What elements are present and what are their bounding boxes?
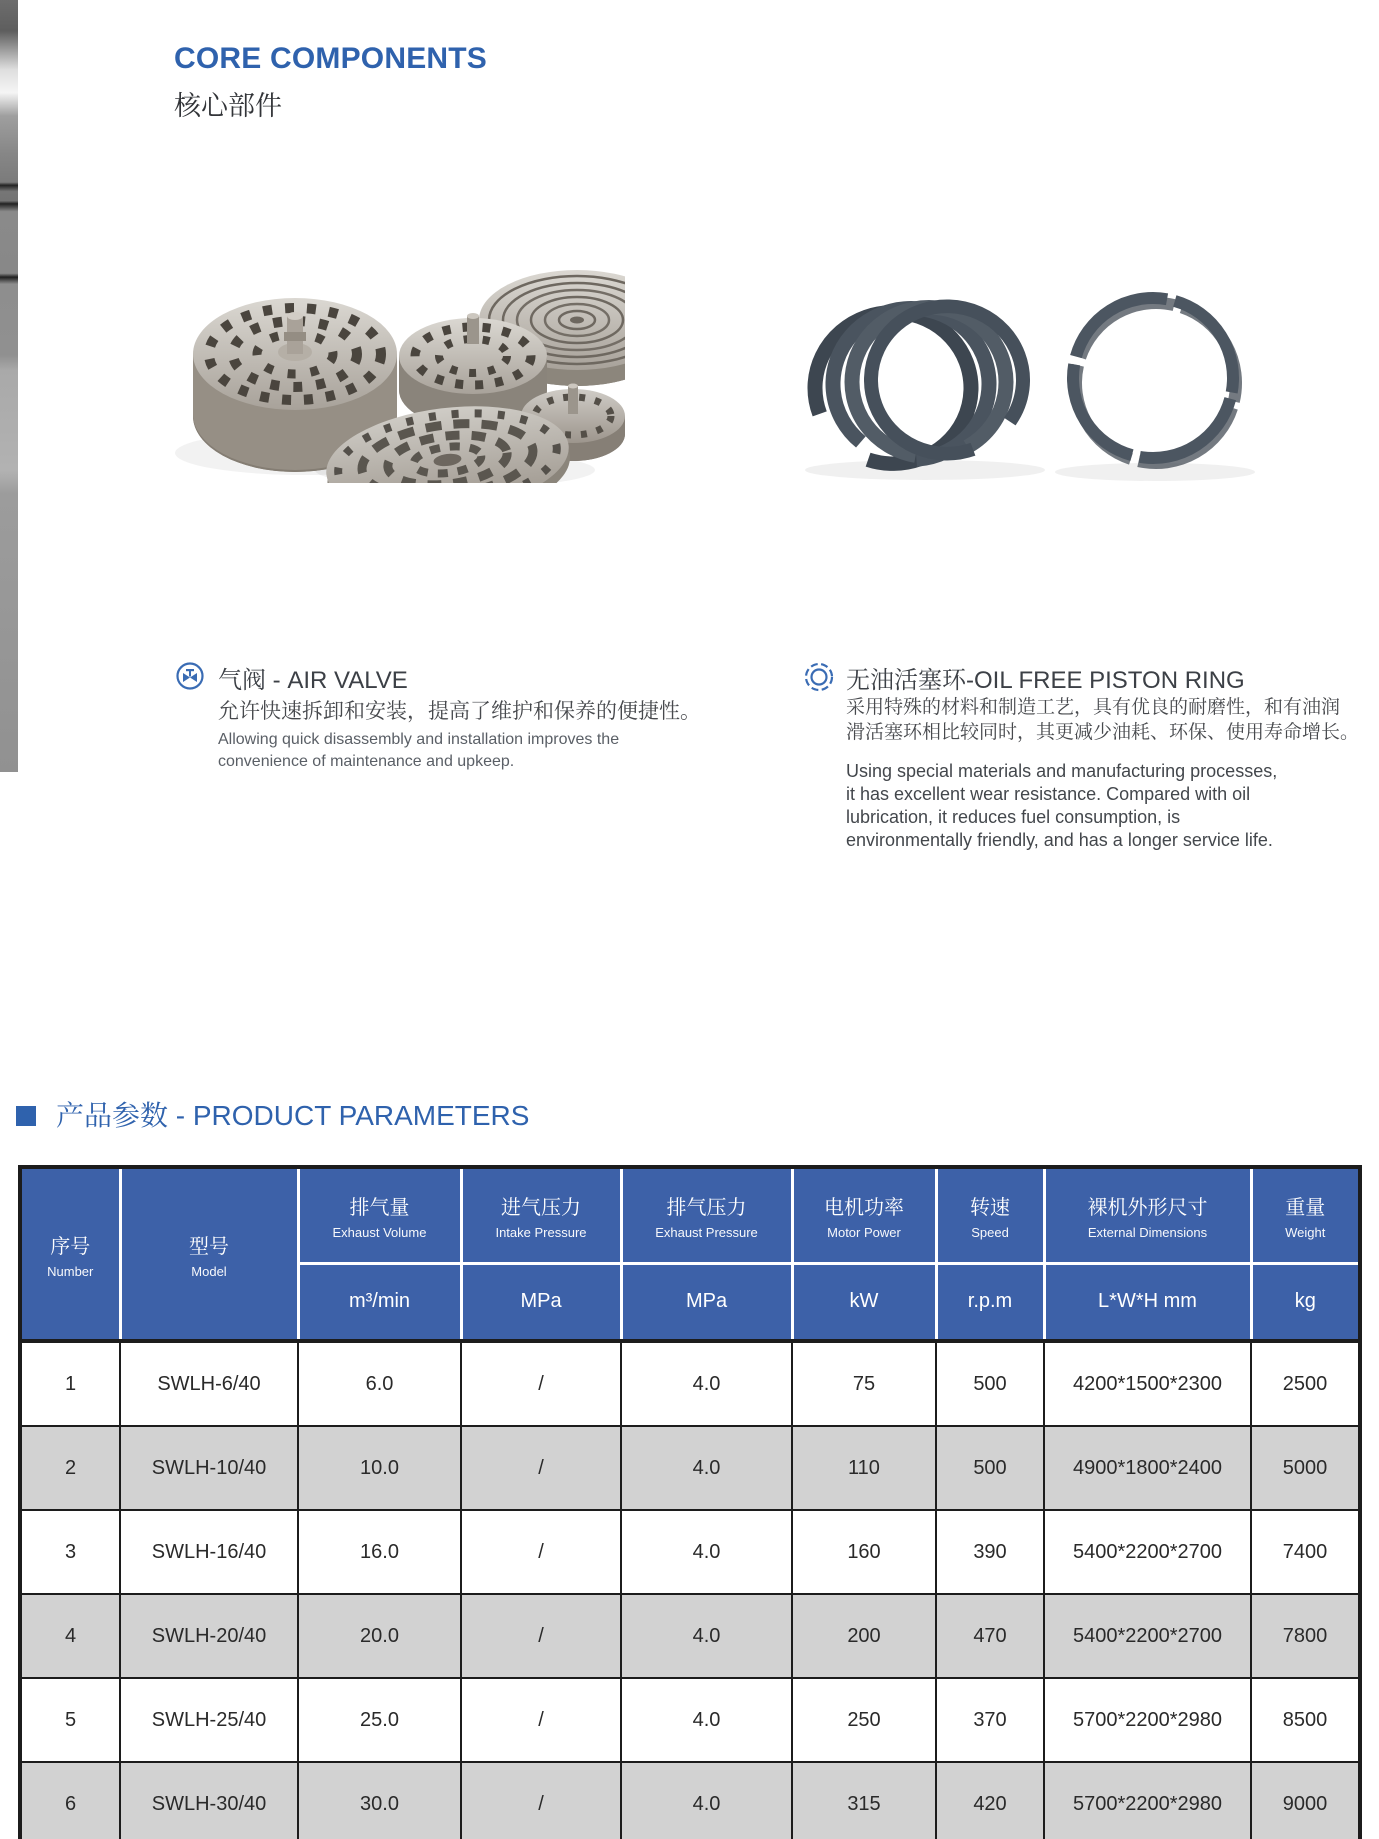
table-cell: 3 bbox=[20, 1510, 120, 1594]
table-cell: / bbox=[461, 1426, 621, 1510]
table-cell: / bbox=[461, 1341, 621, 1426]
column-header-8: 重量 Weight bbox=[1251, 1167, 1360, 1263]
table-cell: 9000 bbox=[1251, 1762, 1360, 1839]
table-cell: 25.0 bbox=[298, 1678, 461, 1762]
table-cell: 5400*2200*2700 bbox=[1044, 1510, 1251, 1594]
column-unit-4: MPa bbox=[621, 1263, 792, 1341]
table-cell: 315 bbox=[792, 1762, 936, 1839]
table-cell: 4900*1800*2400 bbox=[1044, 1426, 1251, 1510]
table-cell: SWLH-25/40 bbox=[120, 1678, 298, 1762]
table-cell: 390 bbox=[936, 1510, 1044, 1594]
table-cell: / bbox=[461, 1762, 621, 1839]
table-cell: SWLH-6/40 bbox=[120, 1341, 298, 1426]
table-cell: 160 bbox=[792, 1510, 936, 1594]
table-row bbox=[20, 1341, 1360, 1426]
piston-ring-desc-zh: 采用特殊的材料和制造工艺，具有优良的耐磨性，和有油润 滑活塞环相比较同时，其更减少油耗、环保、使用寿命增长。 bbox=[846, 697, 1360, 743]
table-cell: 500 bbox=[936, 1426, 1044, 1510]
air-valve-photo bbox=[175, 238, 625, 483]
table-row bbox=[20, 1426, 1360, 1510]
column-unit-6: r.p.m bbox=[936, 1263, 1044, 1341]
table-cell: 8500 bbox=[1251, 1678, 1360, 1762]
column-unit-8: kg bbox=[1251, 1263, 1360, 1341]
piston-ring-photo bbox=[795, 282, 1275, 482]
table-cell: 10.0 bbox=[298, 1426, 461, 1510]
table-cell: 370 bbox=[936, 1678, 1044, 1762]
column-header-4: 排气压力 Exhaust Pressure bbox=[621, 1167, 792, 1263]
table-cell: / bbox=[461, 1678, 621, 1762]
table-row bbox=[20, 1510, 1360, 1594]
table-cell: 2 bbox=[20, 1426, 120, 1510]
table-cell: 5000 bbox=[1251, 1426, 1360, 1510]
table-cell: 4.0 bbox=[621, 1426, 792, 1510]
page-title-zh: 核心部件 bbox=[174, 91, 282, 121]
table-cell: / bbox=[461, 1510, 621, 1594]
column-header-5: 电机功率 Motor Power bbox=[792, 1167, 936, 1263]
table-cell: 4200*1500*2300 bbox=[1044, 1341, 1251, 1426]
table-cell: 30.0 bbox=[298, 1762, 461, 1839]
table-cell: 6 bbox=[20, 1762, 120, 1839]
table-row bbox=[20, 1678, 1360, 1762]
table-cell: 6.0 bbox=[298, 1341, 461, 1426]
table-cell: 2500 bbox=[1251, 1341, 1360, 1426]
table-cell: SWLH-10/40 bbox=[120, 1426, 298, 1510]
table-cell: 500 bbox=[936, 1341, 1044, 1426]
column-header-1: 型号 Model bbox=[120, 1167, 298, 1341]
page-title: CORE COMPONENTS bbox=[174, 42, 488, 75]
table-cell: 470 bbox=[936, 1594, 1044, 1678]
piston-ring-heading: 无油活塞环-OIL FREE PISTON RING bbox=[846, 667, 1245, 694]
table-cell: / bbox=[461, 1594, 621, 1678]
column-header-6: 转速 Speed bbox=[936, 1167, 1044, 1263]
section-bullet bbox=[16, 1106, 36, 1126]
column-header-7: 裸机外形尺寸 External Dimensions bbox=[1044, 1167, 1251, 1263]
table-cell: 420 bbox=[936, 1762, 1044, 1839]
ring-icon bbox=[804, 662, 834, 692]
table-cell: 4 bbox=[20, 1594, 120, 1678]
table-row bbox=[20, 1762, 1360, 1839]
column-header-2: 排气量 Exhaust Volume bbox=[298, 1167, 461, 1263]
column-header-0: 序号 Number bbox=[20, 1167, 120, 1341]
table-cell: 7800 bbox=[1251, 1594, 1360, 1678]
parameters-table bbox=[18, 1165, 1362, 1839]
table-cell: 16.0 bbox=[298, 1510, 461, 1594]
table-cell: 4.0 bbox=[621, 1762, 792, 1839]
air-valve-desc-en: Allowing quick disassembly and installation improves the convenience of maintenance and upkeep. bbox=[218, 731, 620, 770]
column-unit-7: L*W*H mm bbox=[1044, 1263, 1251, 1341]
column-unit-5: kW bbox=[792, 1263, 936, 1341]
parameters-heading: 产品参数 - PRODUCT PARAMETERS bbox=[56, 1100, 530, 1131]
column-unit-3: MPa bbox=[461, 1263, 621, 1341]
table-cell: 7400 bbox=[1251, 1510, 1360, 1594]
table-cell: 110 bbox=[792, 1426, 936, 1510]
table-cell: 5700*2200*2980 bbox=[1044, 1762, 1251, 1839]
column-header-3: 进气压力 Intake Pressure bbox=[461, 1167, 621, 1263]
table-cell: 4.0 bbox=[621, 1594, 792, 1678]
table-cell: SWLH-20/40 bbox=[120, 1594, 298, 1678]
table-cell: 4.0 bbox=[621, 1341, 792, 1426]
table-cell: 1 bbox=[20, 1341, 120, 1426]
table-cell: 4.0 bbox=[621, 1510, 792, 1594]
table-cell: SWLH-16/40 bbox=[120, 1510, 298, 1594]
table-cell: 200 bbox=[792, 1594, 936, 1678]
air-valve-heading: 气阀 - AIR VALVE bbox=[218, 667, 408, 694]
air-valve-desc-zh: 允许快速拆卸和安装，提高了维护和保养的便捷性。 bbox=[218, 700, 701, 723]
table-cell: 5700*2200*2980 bbox=[1044, 1678, 1251, 1762]
piston-ring-desc-en: Using special materials and manufacturing processes, it has excellent wear resistance. Compared with oil lubrication, it reduces fuel consumption, is environmentally friendly, and has a longer service life. bbox=[846, 761, 1278, 850]
table-cell: 75 bbox=[792, 1341, 936, 1426]
column-unit-2: m³/min bbox=[298, 1263, 461, 1341]
table-cell: 4.0 bbox=[621, 1678, 792, 1762]
valve-icon bbox=[176, 662, 204, 690]
table-cell: 250 bbox=[792, 1678, 936, 1762]
table-cell: 5400*2200*2700 bbox=[1044, 1594, 1251, 1678]
table-cell: SWLH-30/40 bbox=[120, 1762, 298, 1839]
table-row bbox=[20, 1594, 1360, 1678]
table-cell: 20.0 bbox=[298, 1594, 461, 1678]
page-edge-photo-strip bbox=[0, 0, 18, 772]
table-cell: 5 bbox=[20, 1678, 120, 1762]
